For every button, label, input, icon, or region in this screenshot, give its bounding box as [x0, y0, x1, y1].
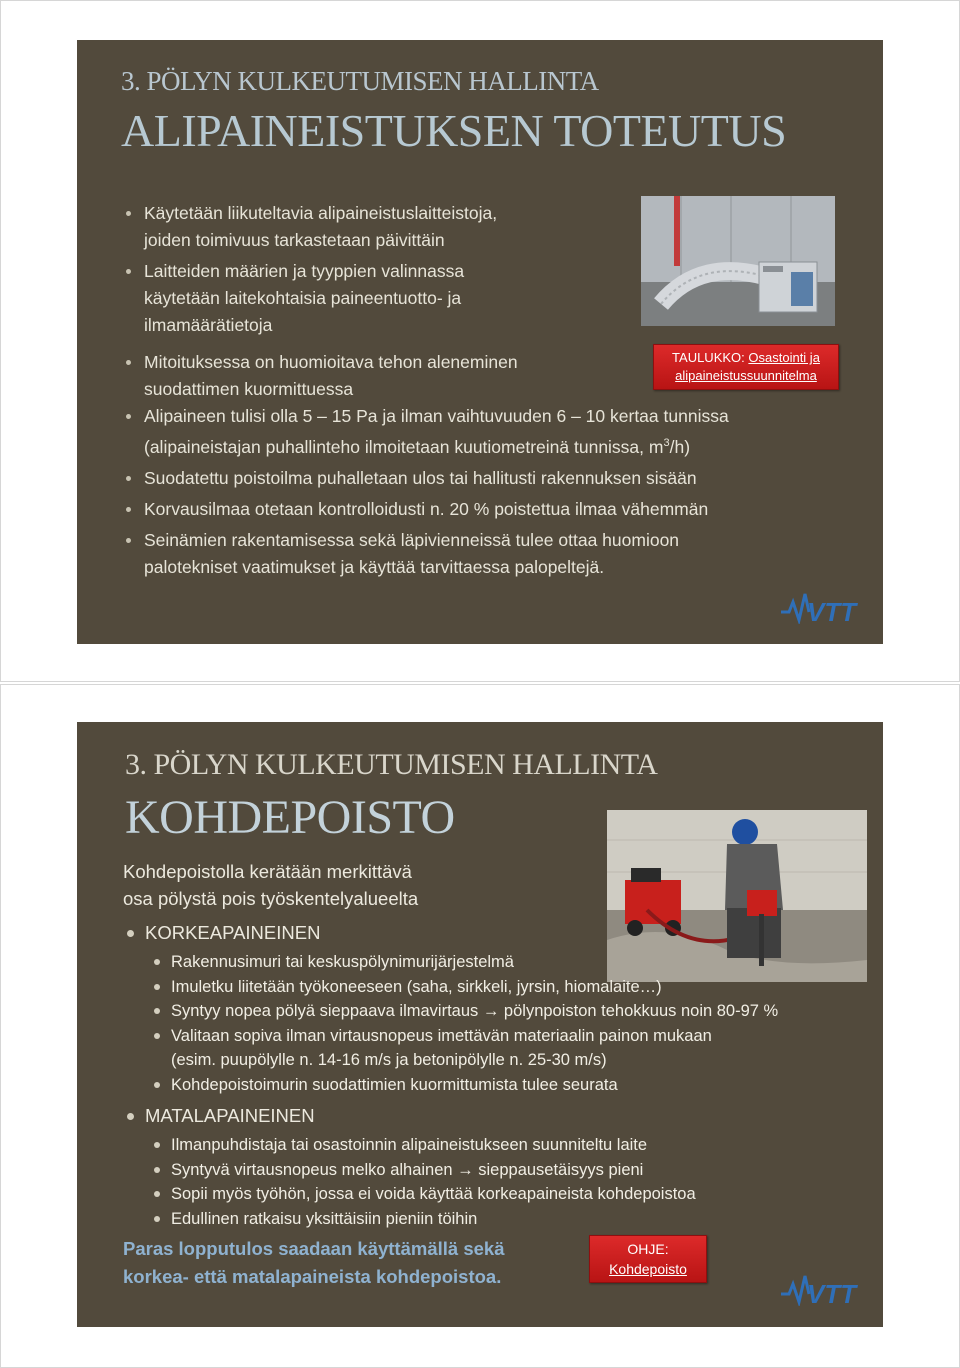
- list-item: Syntyvä virtausnopeus melko alhainen → sieppausetäisyys pieni: [145, 1158, 863, 1183]
- button-link[interactable]: Kohdepoisto: [609, 1261, 687, 1277]
- list-item: Valitaan sopiva ilman virtausnopeus imettävän materiaalin painon mukaan (esim. puupölylle n. 14-16 m/s ja betonipölylle n. 25-30 m/s): [145, 1024, 863, 1073]
- bullet-list: [122, 200, 862, 585]
- lead-text: Kohdepoistolla kerätään merkittävä osa pölystä pois työskentelyalueelta: [123, 861, 419, 909]
- list-item: Syntyy nopea pölyä sieppaava ilmavirtaus → pölynpoiston tehokkuus noin 80-97 %: [145, 999, 863, 1024]
- closing-statement: Paras lopputulos saadaan käyttämällä sekä korkea- että matalapaineista kohdepoistoa.: [123, 1238, 505, 1287]
- list-item: Laitteiden määrien ja tyyppien valinnassa käytetään laitekohtaisia paineentuotto- ja ilmamäärätietoja: [122, 258, 862, 339]
- button-link-line1[interactable]: Osastointi ja: [748, 350, 820, 365]
- slide-kicker: 3. PÖLYN KULKEUTUMISEN HALLINTA: [121, 66, 599, 96]
- group-high-pressure: [123, 920, 863, 1097]
- slide-title: KOHDEPOISTO: [125, 791, 455, 844]
- logo-text: VTT: [807, 1279, 857, 1306]
- list-item: Mitoituksessa on huomioitava tehon aleneminen suodattimen kuormittuessa: [122, 349, 862, 403]
- method-list: [123, 920, 863, 1237]
- list-item: Edullinen ratkaisu yksittäisiin pieniin töihin: [145, 1207, 863, 1232]
- logo-text: VTT: [807, 597, 857, 624]
- slide-alipaineistus: [77, 40, 883, 644]
- list-item: Korvausilmaa otetaan kontrolloidusti n. 20 % poistettua ilmaa vähemmän: [122, 496, 862, 523]
- slide-title: ALIPAINEISTUKSEN TOTEUTUS: [121, 105, 787, 156]
- group-label: KORKEAPAINEINEN: [145, 922, 321, 943]
- slide-kicker: 3. PÖLYN KULKEUTUMISEN HALLINTA: [125, 748, 658, 781]
- list-item: Sopii myös työhön, jossa ei voida käyttää korkeapaineista kohdepoistoa: [145, 1182, 863, 1207]
- list-item: Rakennusimuri tai keskuspölynimurijärjestelmä: [145, 950, 863, 975]
- slide-kohdepoisto: [77, 722, 883, 1327]
- vtt-logo: [781, 590, 861, 624]
- guide-link-button[interactable]: [589, 1235, 707, 1283]
- list-item: Imuletku liitetään työkoneeseen (saha, sirkkeli, jyrsin, hiomalaite…): [145, 975, 863, 1000]
- list-item: Käytetään liikuteltavia alipaineistuslaitteistoja, joiden toimivuus tarkastetaan päivittäin: [122, 200, 862, 254]
- list-item: Alipaineen tulisi olla 5 – 15 Pa ja ilman vaihtuvuuden 6 – 10 kertaa tunnissa (alipaineistajan puhallinteho ilmoitetaan kuutiometreinä tunnissa, $m^3/h$): [122, 403, 862, 461]
- button-link-line2[interactable]: alipaineistussuunnitelma: [675, 368, 817, 383]
- button-prefix: TAULUKKO:: [672, 350, 749, 365]
- list-item: Kohdepoistoimurin suodattimien kuormittumista tulee seurata: [145, 1073, 863, 1098]
- list-item: Ilmanpuhdistaja tai osastoinnin alipaineistukseen suunniteltu laite: [145, 1133, 863, 1158]
- list-item: Seinämien rakentamisessa sekä läpivienneissä tulee ottaa huomioon palotekniset vaatimukset ja käyttää tarvittaessa palopeltejä.: [122, 527, 862, 581]
- group-label: MATALAPAINEINEN: [145, 1105, 315, 1126]
- vtt-logo: [781, 1272, 861, 1306]
- list-item: Suodatettu poistoilma puhalletaan ulos tai hallitusti rakennuksen sisään: [122, 465, 862, 492]
- group-low-pressure: [123, 1103, 863, 1231]
- button-prefix: OHJE:: [627, 1241, 669, 1257]
